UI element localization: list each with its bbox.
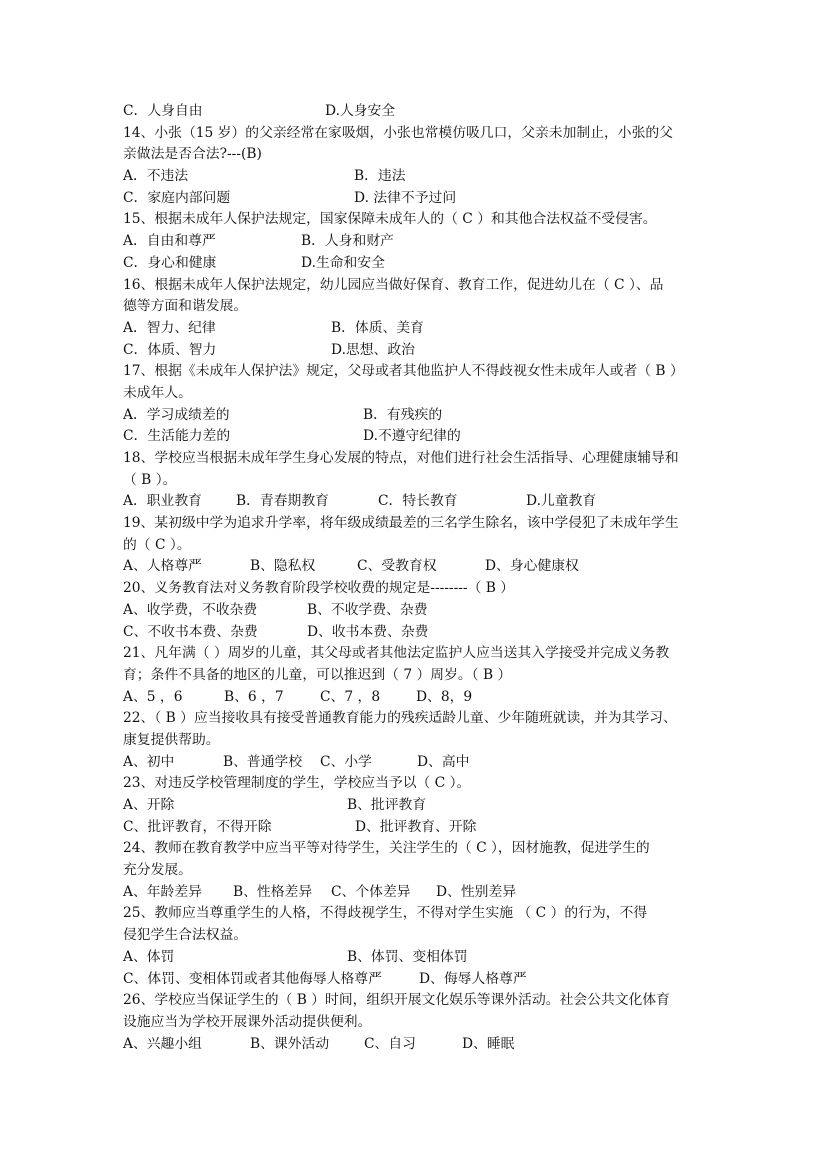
answer-option: B．青春期教育: [236, 493, 329, 510]
answer-option: C、小学: [320, 753, 372, 770]
answer-options: [123, 101, 713, 123]
text-line: 的（ C ）。: [123, 536, 191, 553]
text-line: 19、某初级中学为追求升学率，将年级成绩最差的三名学生除名，该中学侵犯了未成年学生: [123, 515, 679, 532]
answer-option: D.儿童教育: [526, 493, 597, 510]
answer-option: D、高中: [417, 753, 470, 770]
answer-option: A、年龄差异: [123, 883, 202, 900]
answer-options: [123, 491, 713, 513]
answer-option: B．违法: [354, 168, 406, 185]
text-line: 育；条件不具备的地区的儿童，可以推迟到（ 7 ）周岁。（ B ）: [123, 666, 512, 683]
answer-option: D、批评教育、开除: [355, 818, 477, 835]
text-line: 24、教师在教育教学中应当平等对待学生，关注学生的（ C ），因材施教，促进学生的: [123, 840, 650, 857]
answer-option: D、侮辱人格尊严: [419, 970, 527, 987]
answer-option: A．学习成绩差的: [123, 406, 230, 423]
answer-option: C、批评教育，不得开除: [123, 818, 272, 835]
answer-option: B、不收学费、杂费: [307, 601, 428, 618]
answer-option: A、体罚: [123, 948, 175, 965]
answer-option: B．有残疾的: [363, 406, 443, 423]
text-line: 23、对违反学校管理制度的学生，学校应当予以（ C ）。: [123, 775, 471, 792]
answer-options: [123, 188, 713, 210]
answer-option: D、睡眠: [462, 1035, 515, 1052]
answer-options: [123, 882, 713, 904]
answer-option: D.不遵守纪律的: [363, 428, 461, 445]
answer-option: D.生命和安全: [301, 254, 385, 271]
answer-option: A．自由和尊严: [123, 233, 216, 250]
answer-option: D.人身安全: [325, 103, 396, 119]
answer-option: A、5 ，6: [123, 688, 183, 705]
text-line: 侵犯学生合法权益。: [123, 927, 248, 944]
answer-option: D、身心健康权: [485, 558, 579, 575]
answer-options: [123, 600, 713, 622]
answer-options: [123, 947, 713, 969]
answer-options: [123, 817, 713, 839]
answer-options: [123, 318, 713, 340]
answer-option: D.思想、政治: [331, 341, 415, 358]
answer-option: C、受教育权: [357, 558, 437, 575]
answer-options: [123, 405, 713, 427]
answer-option: A．智力、纪律: [123, 319, 216, 336]
answer-option: A．职业教育: [123, 493, 202, 510]
answer-option: A．不违法: [123, 168, 189, 185]
answer-option: D、8，9: [416, 688, 473, 705]
answer-option: C、不收书本费、杂费: [123, 623, 258, 640]
answer-option: C．体质、智力: [123, 341, 217, 358]
answer-options: [123, 752, 713, 774]
answer-option: C．特长教育: [378, 493, 458, 510]
text-line: 16、根据未成年人保护法规定，幼儿园应当做好保育、教育工作，促进幼儿在（ C ）、品: [123, 276, 664, 293]
answer-options: [123, 969, 713, 991]
answer-option: C、7 ，8: [320, 688, 381, 705]
answer-option: C、个体差异: [331, 883, 411, 900]
text-line: 德等方面和谐发展。: [123, 298, 248, 315]
text-line: 设施应当为学校开展课外活动提供便利。: [123, 1013, 372, 1030]
answer-options: [123, 426, 713, 448]
answer-option: B、性格差异: [233, 883, 313, 900]
text-line: 充分发展。: [123, 862, 192, 879]
text-line: 26、学校应当保证学生的（ B ）时间，组织开展文化娱乐等课外活动。社会公共文化体育: [123, 992, 670, 1009]
answer-option: C、自习: [364, 1035, 416, 1052]
text-line: 21、凡年满（ ）周岁的儿童，其父母或者其他法定监护人应当送其入学接受并完成义务教: [123, 645, 670, 662]
text-line: 康复提供帮助。: [123, 731, 220, 748]
answer-option: C、体罚、变相体罚或者其他侮辱人格尊严: [123, 970, 382, 987]
answer-options: [123, 622, 713, 644]
answer-option: B、批评教育: [347, 797, 427, 813]
answer-option: D、收书本费、杂费: [307, 623, 429, 640]
answer-option: B、隐私权: [250, 558, 316, 575]
answer-option: A、开除: [123, 797, 175, 813]
answer-option: B、体罚、变相体罚: [347, 948, 468, 965]
text-line: 17、根据《未成年人保护法》规定，父母或者其他监护人不得歧视女性未成年人或者（ B ）: [123, 363, 684, 380]
answer-options: [123, 340, 713, 362]
answer-options: [123, 231, 713, 253]
answer-option: A、收学费，不收杂费: [123, 601, 258, 618]
text-line: 15、根据未成年人保护法规定，国家保障未成年人的（ C ）和其他合法权益不受侵害。: [123, 211, 657, 228]
answer-options: [123, 687, 713, 709]
answer-option: B．体质、美育: [331, 319, 424, 336]
text-line: 20、义务教育法对义务教育阶段学校收费的规定是--------（ B ）: [123, 580, 515, 597]
answer-option: C．身心和健康: [123, 254, 217, 271]
answer-option: A、兴趣小组: [123, 1035, 202, 1052]
answer-option: B、6 ，7: [224, 688, 284, 705]
answer-option: D、性别差异: [436, 883, 517, 900]
answer-option: B、课外活动: [250, 1035, 330, 1052]
answer-option: C．生活能力差的: [123, 428, 231, 445]
answer-options: [123, 1034, 713, 1056]
document-body: [123, 101, 713, 1055]
text-line: 亲做法是否合法?---(B): [123, 146, 262, 163]
answer-option: C．家庭内部问题: [123, 189, 231, 206]
text-line: 18、学校应当根据未成年学生身心发展的特点，对他们进行社会生活指导、心理健康辅导和: [123, 450, 679, 466]
answer-option: A、初中: [123, 753, 175, 770]
answer-option: A、人格尊严: [123, 558, 202, 575]
answer-options: [123, 253, 713, 275]
text-line: 14、小张（15 岁）的父亲经常在家吸烟，小张也常模仿吸几口，父亲未加制止，小张的父: [123, 124, 673, 141]
answer-option: B、普通学校: [223, 753, 303, 770]
answer-option: C．人身自由: [123, 103, 203, 119]
text-line: 22、（ B ）应当接收具有接受普通教育能力的残疾适龄儿童、少年随班就读，并为其学习、: [123, 710, 677, 727]
answer-options: [123, 795, 713, 817]
text-line: 25、教师应当尊重学生的人格，不得歧视学生，不得对学生实施 （ C ）的行为，不得: [123, 905, 648, 922]
answer-options: [123, 556, 713, 578]
answer-option: D. 法律不予过问: [354, 189, 457, 206]
answer-option: B．人身和财产: [301, 233, 394, 250]
text-line: （ B ）。: [123, 471, 177, 488]
answer-options: [123, 166, 713, 188]
text-line: 未成年人。: [123, 384, 192, 401]
